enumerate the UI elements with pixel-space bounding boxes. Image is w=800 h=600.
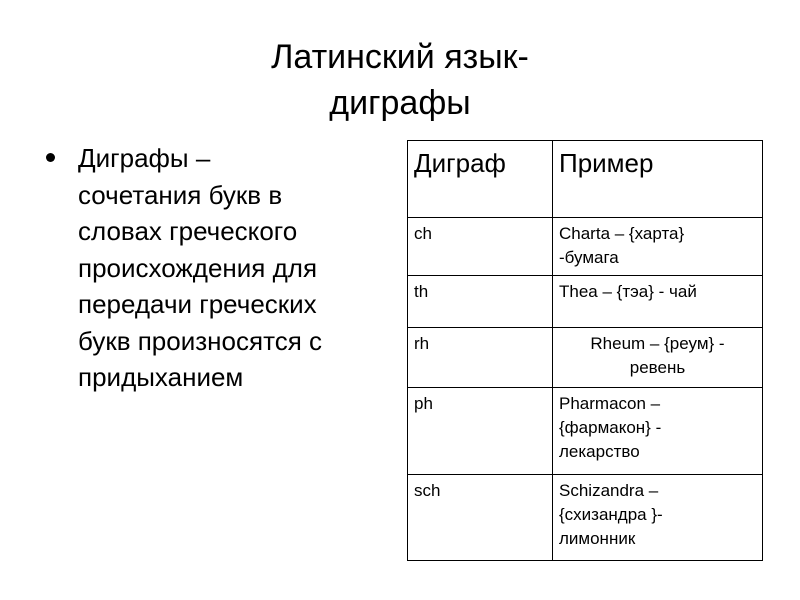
example-line: -бумага: [559, 248, 619, 267]
definition-line: происхождения для: [78, 252, 318, 283]
definition-bullet: [46, 140, 386, 396]
example-cell: [553, 328, 763, 388]
definition-line: сочетания букв в: [78, 179, 283, 210]
example-line: {схизандра }-: [559, 505, 663, 524]
slide-title-line-2: диграфы: [329, 84, 471, 122]
example-line: {фармакон} -: [559, 418, 662, 437]
table-row: [408, 218, 763, 276]
example-cell: [553, 475, 763, 561]
definition-line: придыханием: [78, 362, 244, 392]
slide-title: [200, 34, 600, 126]
definition-line: Диграфы –: [78, 143, 211, 173]
table-row: [408, 328, 763, 388]
example-cell: [553, 276, 763, 328]
definition-line: букв произносятся с: [78, 325, 322, 356]
example-line: ревень: [629, 358, 686, 377]
digraph-cell: th: [408, 276, 553, 328]
example-line: Thea – {тэа} - чай: [559, 282, 697, 301]
digraph-cell: sch: [408, 475, 553, 561]
digraph-table: [407, 140, 763, 561]
header-digraph: Диграф: [408, 141, 553, 218]
example-line: Rheum – {реум} -: [590, 334, 725, 353]
table-row: [408, 276, 763, 328]
example-line: лимонник: [559, 529, 636, 548]
digraph-cell: ph: [408, 388, 553, 475]
table-row: [408, 388, 763, 475]
definition-line: передачи греческих: [78, 289, 317, 319]
table-header-row: [408, 141, 763, 218]
example-line: Charta – {харта}: [559, 224, 685, 243]
digraph-cell: rh: [408, 328, 553, 388]
digraph-cell: ch: [408, 218, 553, 276]
definition-text: [78, 140, 386, 396]
example-line: лекарство: [559, 442, 640, 461]
bullet-dot-icon: [46, 153, 55, 162]
example-cell: [553, 218, 763, 276]
slide-title-line-1: Латинский язык-: [271, 38, 529, 76]
example-line: Schizandra –: [559, 481, 659, 500]
example-line: Pharmacon –: [559, 394, 661, 413]
definition-line: словах греческого: [78, 216, 298, 246]
example-cell: [553, 388, 763, 475]
table-row: [408, 475, 763, 561]
header-example: Пример: [553, 141, 763, 218]
